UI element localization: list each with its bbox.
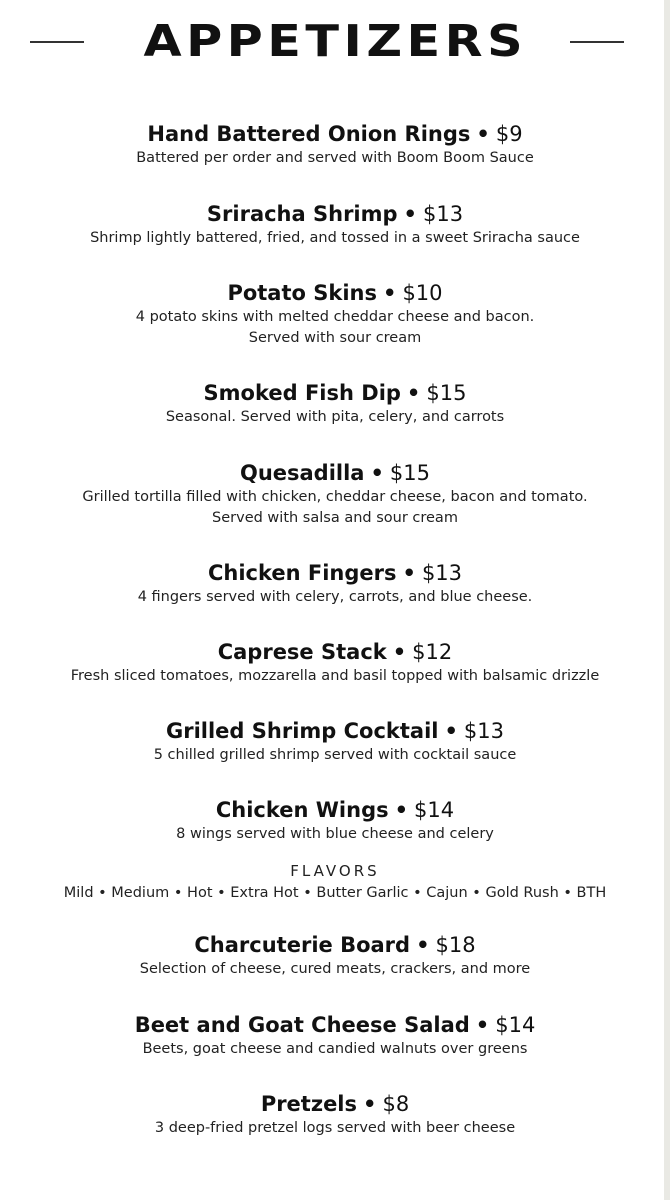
item-heading <box>0 717 670 745</box>
item-name: Hand Battered Onion Rings <box>147 122 471 146</box>
item-separator: • <box>444 719 458 743</box>
menu-item-beet-goat-cheese-salad <box>0 1011 670 1060</box>
page-title: APPETIZERS <box>143 16 527 67</box>
menu-item-chicken-wings <box>0 796 670 845</box>
item-heading <box>0 459 670 487</box>
item-separator: • <box>394 798 409 822</box>
menu-item-quesadilla <box>0 459 670 529</box>
item-heading <box>0 379 670 407</box>
item-description: 5 chilled grilled shrimp served with cocktail sauce <box>153 747 517 763</box>
item-separator: • <box>403 202 417 226</box>
item-name: Quesadilla <box>239 461 365 485</box>
item-price: $18 <box>435 933 476 957</box>
item-price: $14 <box>414 798 455 822</box>
header-rule-left <box>30 41 84 43</box>
flavors-label: FLAVORS <box>290 862 380 880</box>
item-name: Grilled Shrimp Cocktail <box>165 719 439 743</box>
item-heading <box>0 559 670 587</box>
menu-item-sriracha-shrimp <box>0 200 670 249</box>
menu-item-caprese-stack <box>0 638 670 687</box>
item-description: Shrimp lightly battered, fried, and tossed in a sweet Sriracha sauce <box>90 230 580 246</box>
wing-flavors <box>0 860 670 904</box>
item-description: Fresh sliced tomatoes, mozzarella and basil topped with balsamic drizzle <box>70 668 600 684</box>
menu-item-chicken-fingers <box>0 559 670 608</box>
item-description: 8 wings served with blue cheese and celery <box>176 826 494 842</box>
item-heading <box>0 120 670 148</box>
item-name: Potato Skins <box>227 281 377 305</box>
item-heading <box>0 638 670 666</box>
menu-item-grilled-shrimp-cocktail <box>0 717 670 766</box>
item-price: $13 <box>421 561 463 585</box>
item-price: $14 <box>495 1013 536 1037</box>
item-description: Battered per order and served with Boom Boom Sauce <box>136 150 534 166</box>
item-separator: • <box>370 461 384 485</box>
item-name: Caprese Stack <box>217 640 387 664</box>
item-description: Served with sour cream <box>248 330 422 346</box>
menu-item-smoked-fish-dip <box>0 379 670 428</box>
item-price: $12 <box>412 640 453 664</box>
flavors-list: Mild • Medium • Hot • Extra Hot • Butter Garlic • Cajun • Gold Rush • BTH <box>63 885 607 901</box>
item-name: Chicken Fingers <box>207 561 397 585</box>
item-name: Smoked Fish Dip <box>203 381 401 405</box>
item-description: 3 deep-fried pretzel logs served with beer cheese <box>154 1120 516 1136</box>
item-description: 4 fingers served with celery, carrots, and blue cheese. <box>137 589 533 605</box>
item-description: 4 potato skins with melted cheddar cheese and bacon. <box>135 309 535 325</box>
item-name: Chicken Wings <box>215 798 389 822</box>
item-separator: • <box>383 281 397 305</box>
item-description: Served with salsa and sour cream <box>212 510 458 526</box>
menu-item-pretzels <box>0 1090 670 1139</box>
item-description: Grilled tortilla filled with chicken, cheddar cheese, bacon and tomato. <box>82 489 588 505</box>
item-separator: • <box>363 1092 377 1116</box>
header-rule-right <box>570 41 624 43</box>
item-separator: • <box>416 933 430 957</box>
item-price: $13 <box>422 202 464 226</box>
item-description: Selection of cheese, cured meats, crackers, and more <box>139 961 531 977</box>
item-separator: • <box>406 381 421 405</box>
item-price: $15 <box>389 461 431 485</box>
item-name: Pretzels <box>260 1092 358 1116</box>
menu-header <box>0 14 670 70</box>
item-heading <box>0 796 670 824</box>
menu-item-onion-rings <box>0 120 670 169</box>
item-price: $15 <box>426 381 467 405</box>
item-heading <box>0 1090 670 1118</box>
item-name: Beet and Goat Cheese Salad <box>134 1013 470 1037</box>
item-name: Charcuterie Board <box>194 933 411 957</box>
item-price: $9 <box>495 122 523 146</box>
item-heading <box>0 279 670 307</box>
item-price: $10 <box>402 281 443 305</box>
item-price: $8 <box>382 1092 410 1116</box>
item-heading <box>0 200 670 228</box>
item-description: Seasonal. Served with pita, celery, and carrots <box>165 409 505 425</box>
menu-item-charcuterie-board <box>0 931 670 980</box>
item-separator: • <box>392 640 407 664</box>
item-separator: • <box>476 122 490 146</box>
item-price: $13 <box>463 719 505 743</box>
item-description: Beets, goat cheese and candied walnuts over greens <box>142 1041 528 1057</box>
item-separator: • <box>402 561 416 585</box>
item-separator: • <box>475 1013 490 1037</box>
item-heading <box>0 1011 670 1039</box>
item-heading <box>0 931 670 959</box>
item-name: Sriracha Shrimp <box>206 202 398 226</box>
menu-item-potato-skins <box>0 279 670 349</box>
